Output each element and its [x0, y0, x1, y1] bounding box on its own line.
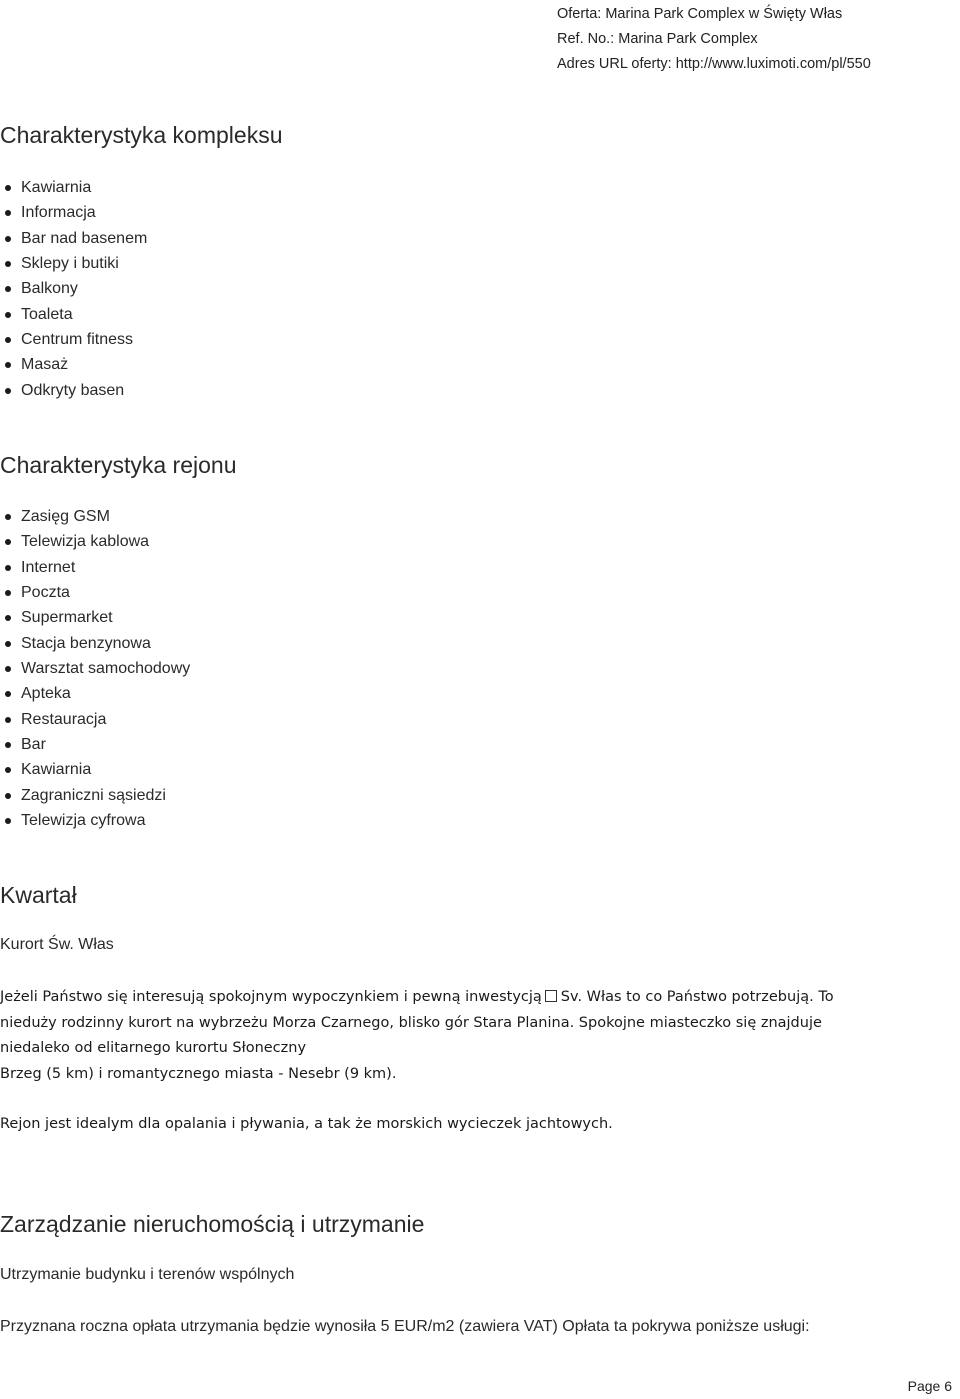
complex-section-title: Charakterystyka kompleksu — [0, 122, 283, 148]
region-item: Restauracja — [0, 707, 190, 732]
region-item: Bar — [0, 732, 190, 757]
complex-item: Kawiarnia — [0, 175, 147, 200]
region-item: Telewizja cyfrowa — [0, 808, 190, 833]
complex-item: Balkony — [0, 276, 147, 301]
complex-item: Toaleta — [0, 302, 147, 327]
complex-item: Informacja — [0, 200, 147, 225]
region-item: Internet — [0, 555, 190, 580]
region-section-title: Charakterystyka rejonu — [0, 452, 237, 478]
quarter-description-line-3: niedaleko od elitarnego kurortu Słoneczny — [0, 1040, 307, 1056]
management-section-title: Zarządzanie nieruchomością i utrzymanie — [0, 1211, 425, 1237]
region-item: Kawiarnia — [0, 757, 190, 782]
quarter-section-title: Kwartał — [0, 882, 77, 908]
offer-url-link[interactable]: http://www.luximoti.com/pl/550 — [675, 56, 871, 72]
region-item: Supermarket — [0, 605, 190, 630]
region-item: Stacja benzynowa — [0, 631, 190, 656]
page-number: Page 6 — [907, 1378, 952, 1394]
complex-item: Sklepy i butiki — [0, 251, 147, 276]
square-glyph-icon — [545, 990, 557, 1002]
quarter-name: Kurort Św. Włas — [0, 936, 114, 953]
management-subtitle: Utrzymanie budynku i terenów wspólnych — [0, 1266, 295, 1283]
complex-item: Bar nad basenem — [0, 226, 147, 251]
complex-item: Centrum fitness — [0, 327, 147, 352]
quarter-description-line-2: nieduży rodzinny kurort na wybrzeżu Morza Czarnego, blisko gór Stara Planina. Spokojne miasteczko się znajduje — [0, 1014, 822, 1031]
url-line — [557, 52, 957, 77]
offer-line: Oferta: Marina Park Complex w Święty Włas — [557, 6, 843, 22]
region-features-list — [0, 504, 190, 833]
url-label: Adres URL oferty: — [557, 56, 676, 72]
quarter-description-line-1: Jeżeli Państwo się interesują spokojnym wypoczynkiem i pewną inwestycją Sv. Włas to co Państwo potrzebują. To — [0, 989, 834, 1005]
region-item: Poczta — [0, 580, 190, 605]
region-item: Warsztat samochodowy — [0, 656, 190, 681]
quarter-description — [0, 985, 834, 1087]
management-text: Przyznana roczna opłata utrzymania będzie wynosiła 5 EUR/m2 (zawiera VAT) Opłata ta pokrywa poniższe usługi: — [0, 1318, 810, 1335]
region-item: Zasięg GSM — [0, 504, 190, 529]
document-header — [557, 2, 957, 77]
quarter-description-2: Rejon jest idealym dla opalania i pływania, a tak że morskich wycieczek jachtowych. — [0, 1116, 613, 1132]
ref-line: Ref. No.: Marina Park Complex — [557, 31, 758, 47]
region-item: Telewizja kablowa — [0, 529, 190, 554]
region-item: Zagraniczni sąsiedzi — [0, 783, 190, 808]
complex-item: Masaż — [0, 352, 147, 377]
quarter-description-line-4: Brzeg (5 km) i romantycznego miasta - Nesebr (9 km). — [0, 1065, 397, 1082]
region-item: Apteka — [0, 681, 190, 706]
complex-item: Odkryty basen — [0, 378, 147, 403]
complex-features-list — [0, 175, 147, 403]
